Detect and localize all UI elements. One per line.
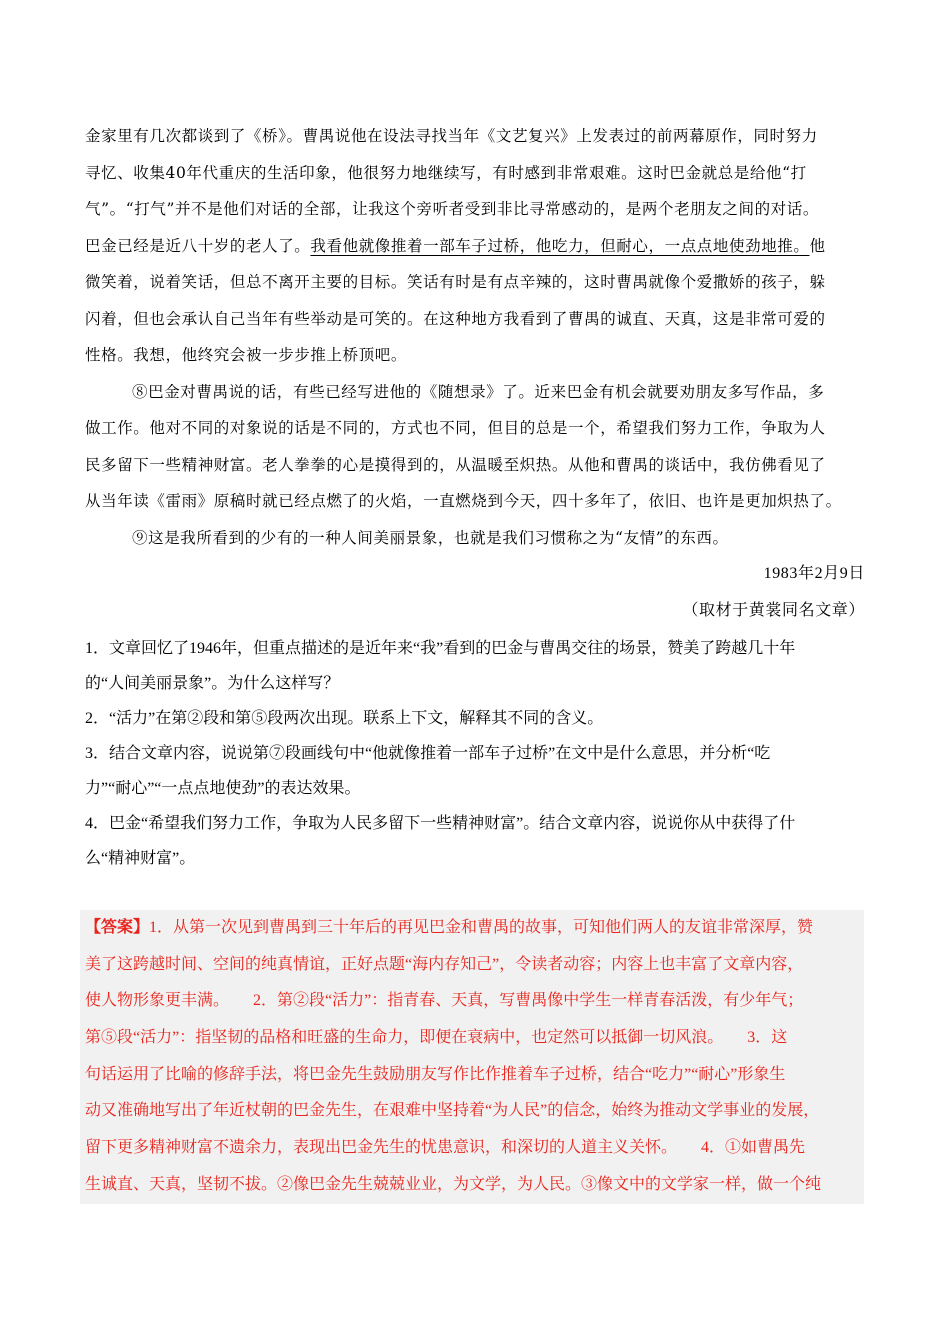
answer-line: 留下更多精神财富不遗余力，表现出巴金先生的忧患意识，和深切的人道主义关怀。 4．①如曹禺先 — [85, 1139, 806, 1157]
text-line: 闪着，但也会承认自己当年有些举动是可笑的。在这种地方我看到了曹禺的诚直、天真，这是非常可爱的 — [85, 309, 826, 328]
paragraph-8-line: 做工作。他对不同的对象说的话是不同的，方式也不同，但目的总是一个，希望我们努力工作，争取为人 — [85, 419, 826, 437]
answer-line: 使人物形象更丰满。 2．第②段“活力”：指青春、天真，写曹禺像中学生一样青春活泼，有少年气； — [85, 992, 804, 1010]
question-line: 1．文章回忆了1946年，但重点描述的是近年来“我”看到的巴金与曹禺交往的场景，赞美了跨越几十年 — [85, 640, 796, 657]
article-source: （取材于黄裳同名文章） — [682, 601, 865, 619]
text-line: 气”。“打气”并不是他们对话的全部，让我这个旁听者受到非比寻常感动的，是两个老朋友之间的对话。 — [85, 200, 819, 218]
text-line — [85, 228, 865, 265]
question-line: 力”“耐心”“一点点地使劲”的表达效果。 — [85, 780, 361, 797]
question-line: 4．巴金“希望我们努力工作，争取为人民多留下一些精神财富”。结合文章内容，说说你从中获得了什 — [85, 815, 796, 832]
question-line: 3．结合文章内容，说说第⑦段画线句中“他就像推着一部车子过桥”在文中是什么意思，并分析“吃 — [85, 745, 771, 762]
text-span: 他 — [809, 236, 826, 255]
answer-line: 动又准确地写出了年近杖朝的巴金先生，在艰难中坚持着“为人民”的信念，始终为推动文学事业的发展， — [85, 1102, 820, 1120]
paragraph-8-line: 从当年读《雷雨》原稿时就已经点燃了的火焰，一直燃烧到今天，四十多年了，依旧、也许是更加炽热了。 — [85, 492, 842, 510]
answer-box — [80, 910, 864, 1204]
text-line: 寻忆、收集40年代重庆的生活印象，他很努力地继续写，有时感到非常艰难。这时巴金就总是给他“打 — [85, 163, 807, 182]
article-body — [85, 118, 865, 876]
paragraph-8-line: ⑧巴金对曹禺说的话，有些已经写进他的《随想录》了。近来巴金有机会就要劝朋友多写作品，多 — [132, 382, 825, 401]
underlined-sentence: 我看他就像推着一部车子过桥，他吃力，但耐心，一点点地使劲地推。 — [310, 236, 810, 255]
text-line: 性格。我想，他终究会被一步步推上桥顶吧。 — [85, 346, 408, 364]
answer-tag: 【答案】 — [85, 919, 150, 936]
text-line: 微笑着，说着笑话，但总不离开主要的目标。笑话有时是有点辛辣的，这时曹禺就像个爱撒娇的孩子，躲 — [85, 273, 826, 291]
answer-line: 第⑤段“活力”：指坚韧的品格和旺盛的生命力，即便在衰病中，也定然可以抵御一切风浪。 3．这 — [85, 1029, 788, 1047]
questions-section — [85, 631, 865, 876]
question-line: 的“人间美丽景象”。为什么这样写？ — [85, 675, 340, 692]
text-span: 巴金已经是近八十岁的老人了。 — [85, 236, 311, 255]
answer-line: 生诚直、天真，坚韧不拔。②像巴金先生兢兢业业，为文学，为人民。③像文中的文学家一样，做一个纯 — [85, 1175, 822, 1193]
answer-line: 美了这跨越时间、空间的纯真情谊，正好点题“海内存知己”，令读者动容；内容上也丰富了文章内容， — [85, 955, 804, 973]
answer-text: 1．从第一次见到曹禺到三十年后的再见巴金和曹禺的故事，可知他们两人的友谊非常深厚，赞 — [149, 919, 814, 936]
paragraph-8-line: 民多留下一些精神财富。老人拳拳的心是摸得到的，从温暖至炽热。从他和曹禺的谈话中，我仿佛看见了 — [85, 455, 826, 474]
text-line: 金家里有几次都谈到了《桥》。曹禺说他在设法寻找当年《文艺复兴》上发表过的前两幕原作，同时努力 — [85, 127, 818, 145]
article-date: 1983年2月9日 — [763, 565, 865, 582]
paragraph-9: ⑨这是我所看到的少有的一种人间美丽景象，也就是我们习惯称之为“友情”的东西。 — [132, 528, 729, 547]
answer-line: 句话运用了比喻的修辞手法，将巴金先生鼓励朋友写作比作推着车子过桥，结合“吃力”“耐心”形象生 — [85, 1065, 786, 1083]
answer-line — [80, 910, 864, 947]
question-line: 2．“活力”在第②段和第⑤段两次出现。联系上下文，解释其不同的含义。 — [85, 710, 604, 727]
question-line: 么“精神财富”。 — [85, 850, 196, 867]
